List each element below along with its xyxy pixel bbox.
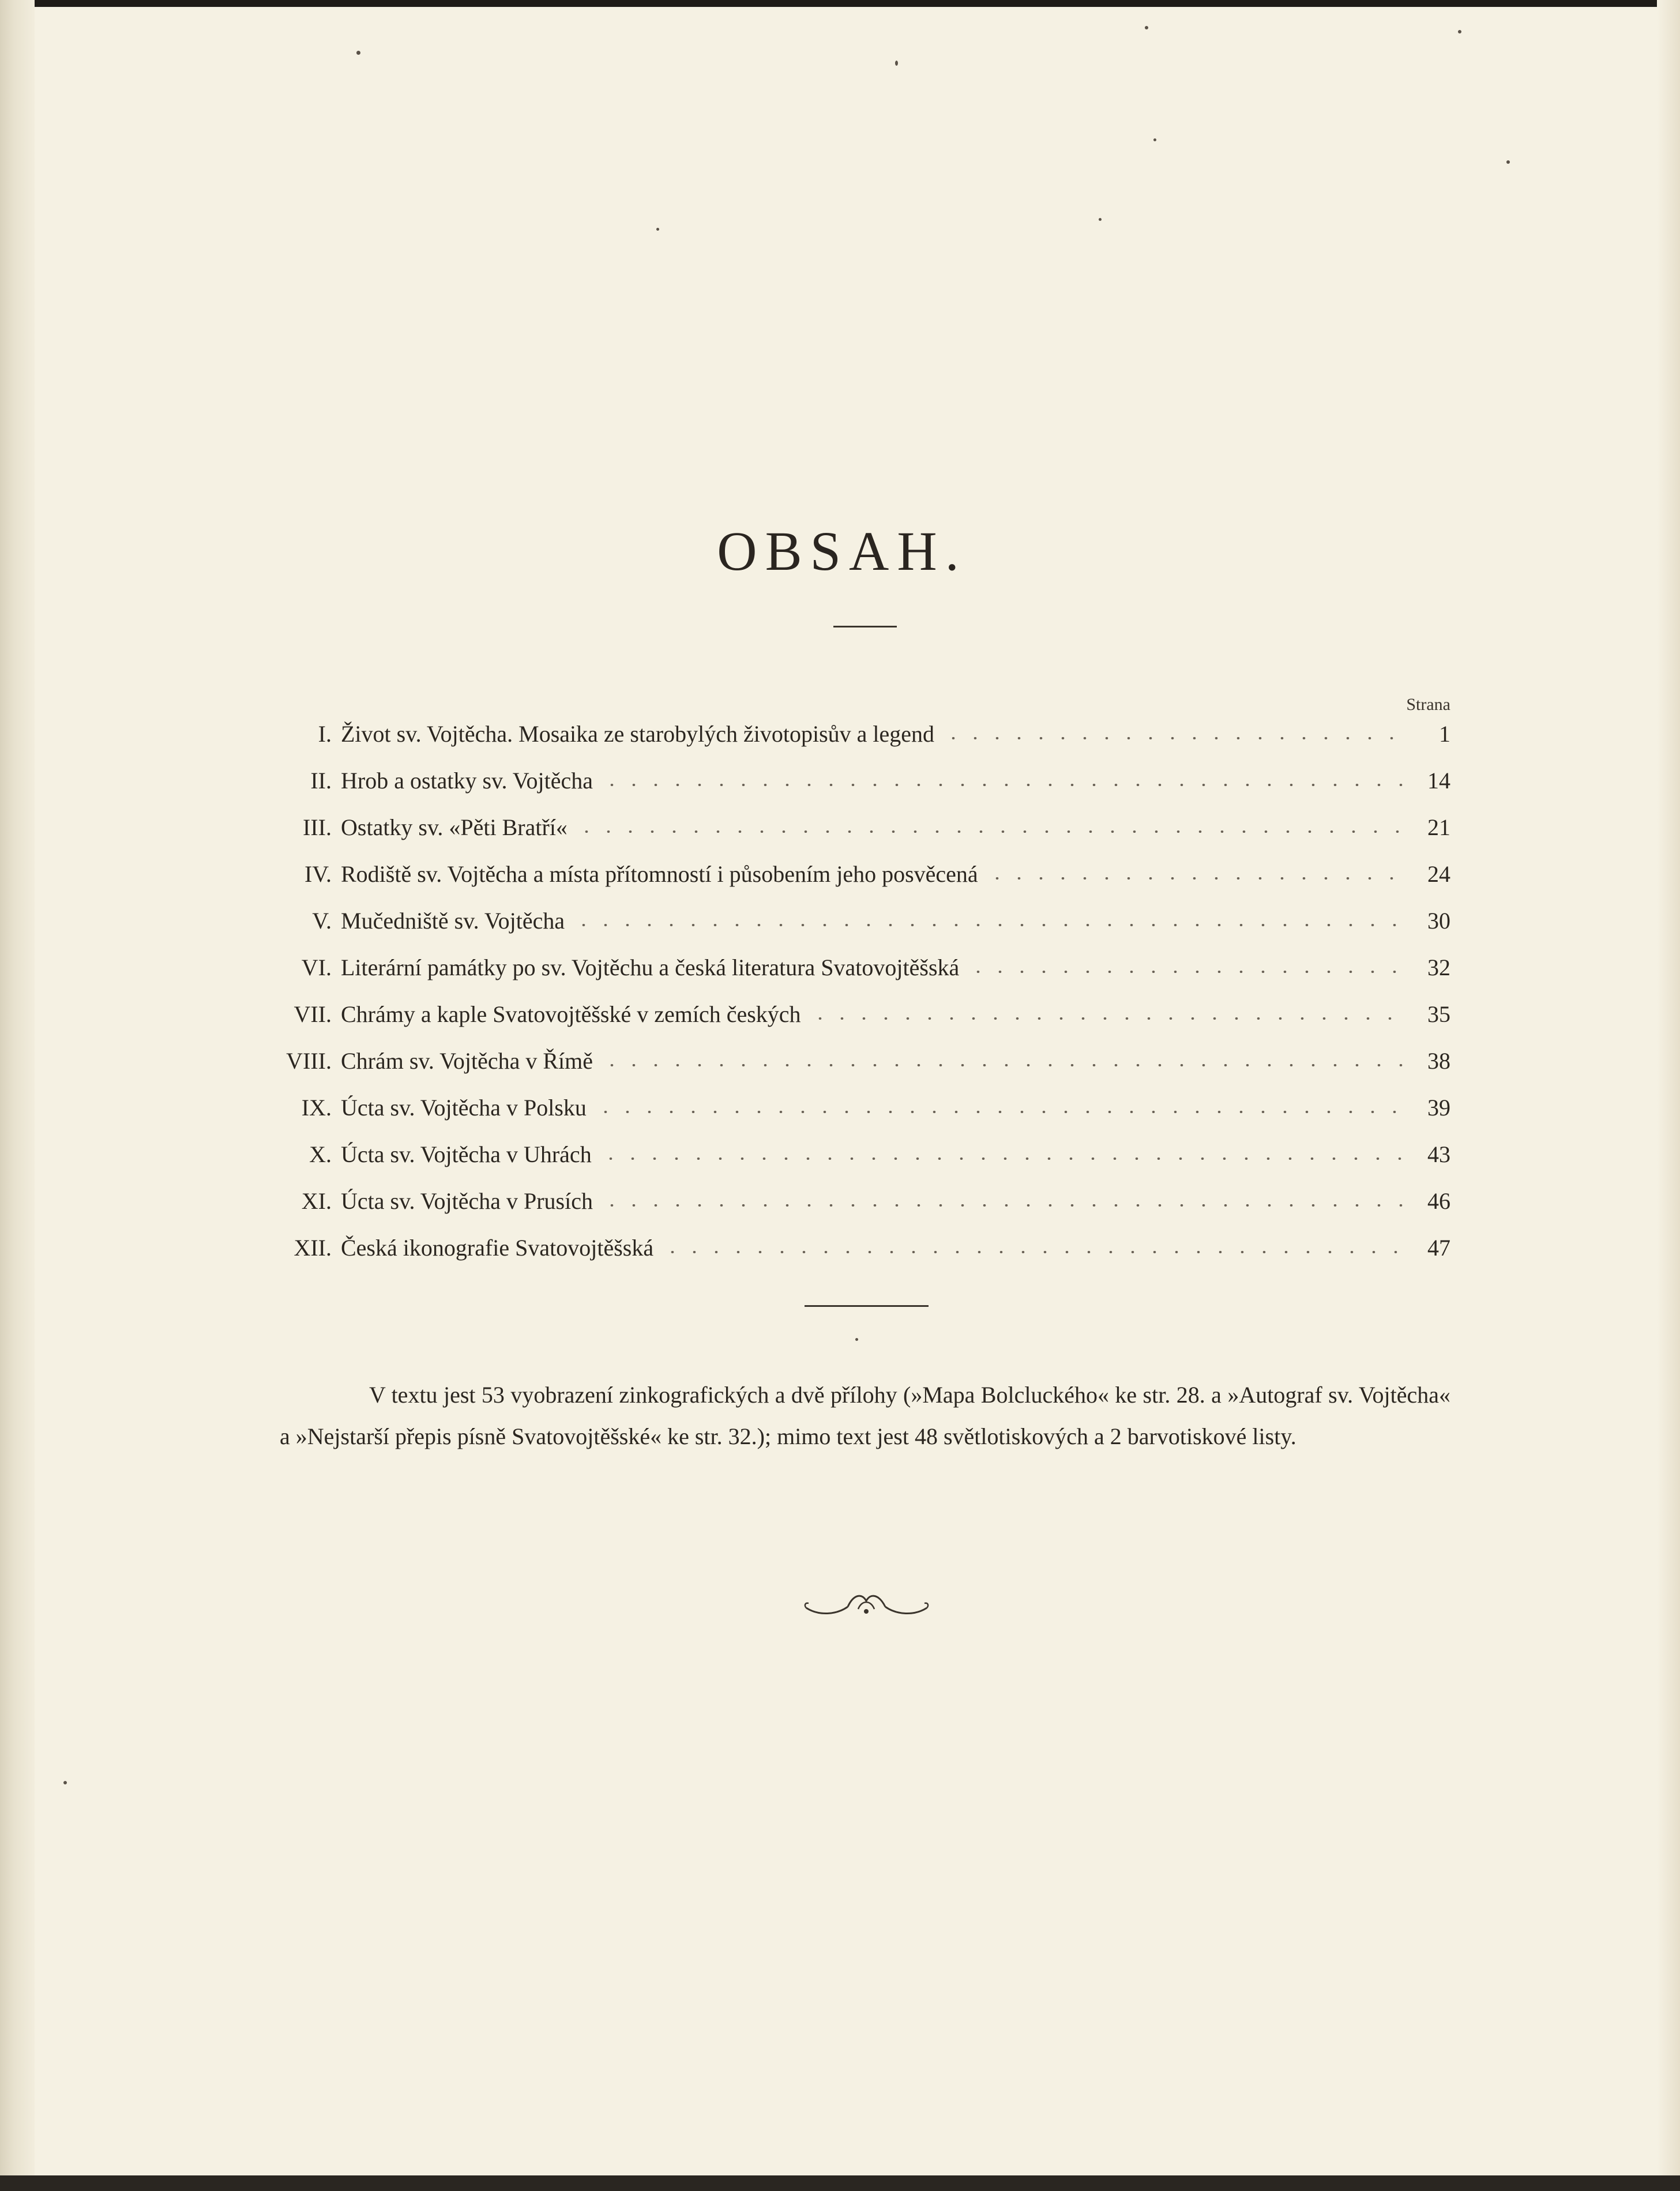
toc-page-number: 14	[1427, 768, 1450, 794]
toc-row	[271, 1131, 1450, 1178]
leader-dots	[809, 1017, 1405, 1020]
toc-number: X.	[309, 1141, 332, 1167]
leader-dots	[601, 784, 1405, 786]
toc-title: Hrob a ostatky sv. Vojtěcha	[341, 768, 593, 794]
toc-number: VIII.	[286, 1048, 332, 1074]
toc-number: III.	[303, 814, 332, 840]
toc-title: Chrámy a kaple Svatovojtěšské v zemích českých	[341, 1001, 801, 1027]
table-of-contents	[271, 711, 1450, 1271]
leader-dots	[986, 877, 1405, 880]
toc-title: Literární památky po sv. Vojtěchu a česká literatura Svatovojtěšská	[341, 954, 960, 980]
toc-page-number: 39	[1427, 1095, 1450, 1121]
toc-page-number: 24	[1427, 861, 1450, 887]
toc-number: I.	[318, 721, 332, 747]
paper-speck	[356, 51, 360, 55]
toc-title: Ostatky sv. «Pěti Bratří«	[341, 814, 567, 840]
toc-number: V.	[312, 908, 332, 934]
toc-number: VII.	[294, 1001, 332, 1027]
toc-row	[271, 804, 1450, 851]
page-edge-shade	[1657, 0, 1680, 2191]
toc-row	[271, 757, 1450, 804]
paper-speck	[1099, 218, 1102, 221]
toc-row	[271, 1224, 1450, 1271]
leader-dots	[573, 924, 1405, 926]
toc-page-number: 30	[1427, 908, 1450, 934]
toc-page-number: 46	[1427, 1188, 1450, 1214]
paper-speck	[1145, 26, 1148, 29]
toc-row	[271, 851, 1450, 897]
bottom-edge	[0, 2175, 1680, 2191]
toc-page-number: 32	[1427, 954, 1450, 980]
toc-number: II.	[310, 768, 332, 794]
toc-row	[271, 1084, 1450, 1131]
page-column-label: Strana	[1406, 695, 1450, 714]
fleuron-ornament-icon	[802, 1586, 931, 1621]
leader-dots	[595, 1111, 1405, 1113]
leader-dots	[601, 1064, 1405, 1066]
toc-title: Rodiště sv. Vojtěcha a místa přítomností i působením jeho posvěcená	[341, 861, 978, 887]
paper-speck	[1458, 30, 1461, 33]
paper-speck	[656, 228, 659, 231]
toc-row	[271, 1038, 1450, 1084]
toc-title: Úcta sv. Vojtěcha v Polsku	[341, 1095, 587, 1121]
illustrations-note: V textu jest 53 vyobrazení zinkografických a dvě přílohy (»Mapa Bolcluckého« ke str. 28. a »Autograf sv. Vojtěcha« a »Nejstarší přepis písně Svatovojtěšské« ke str. 32.); mimo text jest 48 světlotiskových a 2 barvotiskové listy.	[280, 1382, 1450, 1449]
toc-number: VI.	[301, 954, 332, 980]
toc-title: Život sv. Vojtěcha. Mosaika ze starobylých životopisův a legend	[341, 721, 935, 747]
leader-dots	[942, 737, 1405, 739]
page-title: OBSAH.	[717, 520, 967, 582]
toc-title: Mučedniště sv. Vojtěcha	[341, 908, 565, 934]
toc-page-number: 35	[1427, 1001, 1450, 1027]
leader-dots	[576, 830, 1405, 833]
toc-page-number: 43	[1427, 1141, 1450, 1167]
toc-page-number: 47	[1427, 1235, 1450, 1261]
toc-title: Chrám sv. Vojtěcha v Římě	[341, 1048, 593, 1074]
toc-number: IX.	[301, 1095, 332, 1121]
toc-row	[271, 711, 1450, 757]
toc-title: Úcta sv. Vojtěcha v Uhrách	[341, 1141, 592, 1167]
toc-row	[271, 944, 1450, 991]
leader-dots	[662, 1251, 1405, 1253]
paper-speck	[855, 1338, 858, 1341]
toc-number: XII.	[294, 1235, 332, 1261]
leader-dots	[967, 971, 1405, 973]
toc-row	[271, 991, 1450, 1038]
paper-speck	[1153, 138, 1156, 141]
top-edge	[0, 0, 1680, 7]
paper-speck	[63, 1781, 67, 1784]
toc-page-number: 38	[1427, 1048, 1450, 1074]
toc-page-number: 1	[1439, 721, 1450, 747]
title-divider	[833, 626, 897, 627]
binding-edge	[0, 0, 35, 2191]
toc-row	[271, 1178, 1450, 1224]
leader-dots	[601, 1204, 1405, 1207]
paper-speck	[1506, 160, 1510, 164]
toc-row	[271, 897, 1450, 944]
toc-page-number: 21	[1427, 814, 1450, 840]
leader-dots	[600, 1157, 1405, 1160]
toc-number: IV.	[304, 861, 332, 887]
paper-speck	[895, 61, 898, 66]
toc-number: XI.	[301, 1188, 332, 1214]
toc-title: Česká ikonografie Svatovojtěšská	[341, 1235, 654, 1261]
toc-title: Úcta sv. Vojtěcha v Prusích	[341, 1188, 593, 1214]
section-divider	[805, 1305, 929, 1307]
